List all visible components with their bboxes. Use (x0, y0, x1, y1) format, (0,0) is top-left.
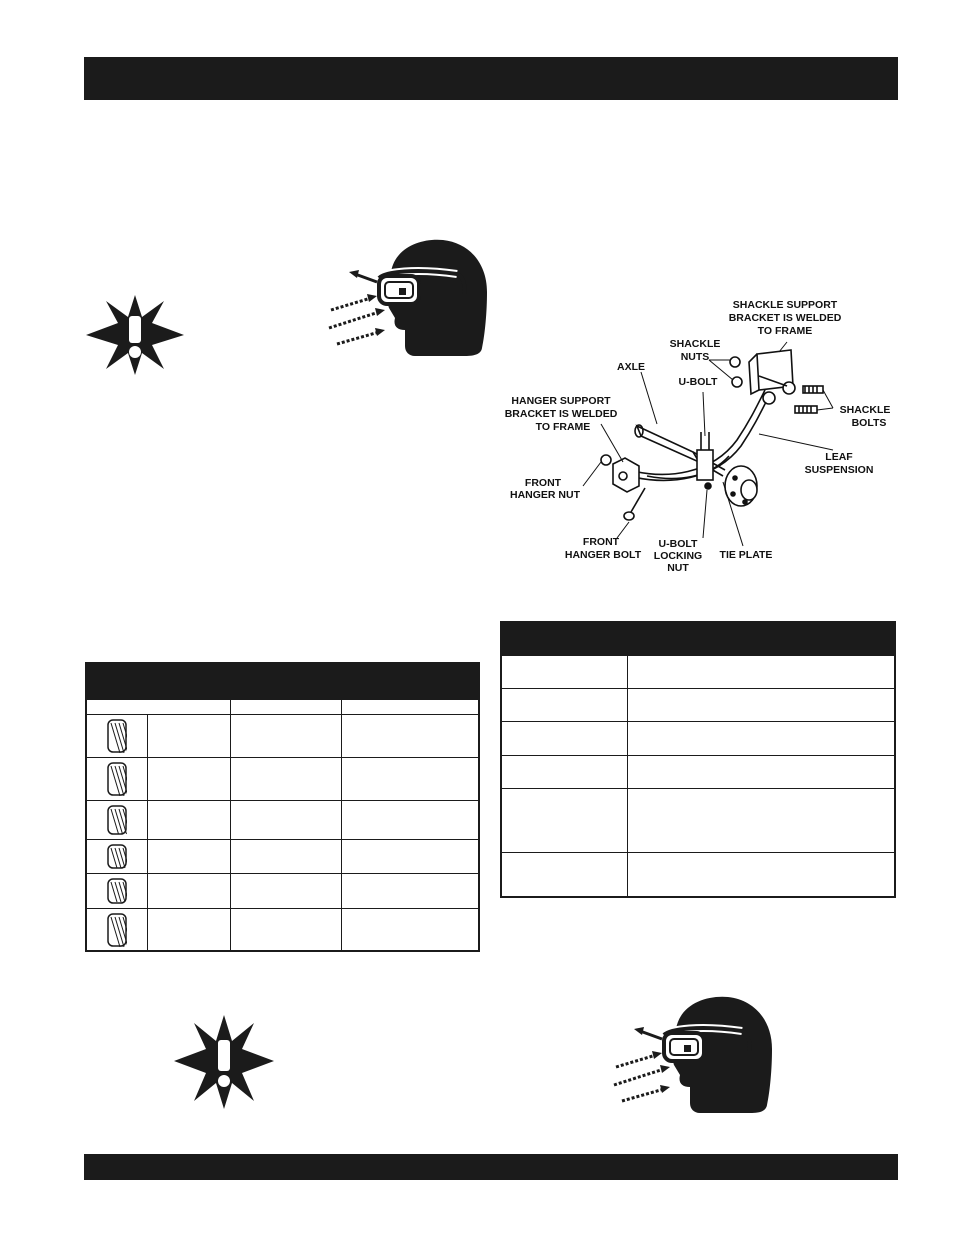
label-front-hanger-bolt-2: HANGER BOLT (564, 549, 642, 561)
tire-table-cell (230, 715, 341, 757)
tire-table-cell (147, 874, 230, 908)
suspension-table-title (502, 623, 894, 656)
tire-table-title (87, 664, 478, 700)
tread-pattern-2-icon (107, 762, 127, 796)
suspension-table-row (502, 756, 894, 789)
label-shackle-bolts-1: SHACKLE (839, 404, 891, 416)
label-shackle-nuts-1: SHACKLE (669, 338, 721, 350)
label-u-bolt: U-BOLT (678, 376, 718, 388)
label-front-hanger-nut-1: FRONT (524, 477, 562, 489)
label-tie-plate: TIE PLATE (719, 549, 773, 561)
tire-table-header-row (87, 700, 478, 715)
label-shackle-support-2: BRACKET IS WELDED (728, 312, 842, 324)
label-shackle-support-3: TO FRAME (757, 325, 813, 337)
tire-table-row (87, 874, 478, 909)
tire-table-cell (147, 909, 230, 951)
tire-table-cell (341, 874, 478, 908)
tread-pattern-5-icon (107, 878, 127, 904)
tire-table-cell (147, 758, 230, 800)
tire-table-cell (341, 758, 478, 800)
tire-table-col-1 (230, 700, 341, 714)
label-shackle-nuts-2: NUTS (680, 351, 710, 363)
tire-wear-table (85, 662, 480, 952)
suspension-table-row (502, 789, 894, 853)
label-hanger-support-2: BRACKET IS WELDED (504, 408, 618, 420)
label-front-hanger-nut-2: HANGER NUT (510, 489, 580, 501)
tire-table-cell (341, 909, 478, 951)
tire-table-cell (341, 715, 478, 757)
tire-table-cell (230, 840, 341, 873)
warning-burst-icon (172, 1015, 276, 1109)
tire-table-cell (230, 758, 341, 800)
label-hanger-support-3: TO FRAME (535, 421, 591, 433)
safety-goggles-icon (610, 995, 772, 1113)
tread-pattern-1-icon (107, 719, 127, 753)
tread-pattern-6-icon (107, 913, 127, 947)
suspension-table-row (502, 853, 894, 898)
tire-table-cell (147, 715, 230, 757)
label-shackle-bolts-2: BOLTS (851, 417, 887, 429)
label-front-hanger-bolt-1: FRONT (582, 536, 620, 548)
suspension-torque-table (500, 621, 896, 898)
tire-table-row (87, 715, 478, 758)
tread-pattern-3-icon (107, 805, 127, 835)
suspension-table-row (502, 656, 894, 689)
tire-table-row (87, 801, 478, 840)
tire-table-cell (147, 801, 230, 839)
label-leaf-suspension-2: SUSPENSION (804, 464, 874, 476)
tire-table-col-0 (87, 700, 230, 714)
label-u-bolt-locking-nut-3: NUT (667, 562, 689, 574)
leaf-suspension-diagram (497, 290, 897, 580)
tire-table-cell (230, 801, 341, 839)
label-u-bolt-locking-nut-1: U-BOLT (658, 538, 698, 550)
tire-table-cell (230, 909, 341, 951)
label-u-bolt-locking-nut-2: LOCKING (653, 550, 703, 562)
tire-table-cell (341, 840, 478, 873)
label-shackle-support-1: SHACKLE SUPPORT (732, 299, 838, 311)
label-hanger-support-1: HANGER SUPPORT (511, 395, 611, 407)
tire-table-row (87, 909, 478, 951)
tire-table-row (87, 758, 478, 801)
tire-table-cell (230, 874, 341, 908)
suspension-table-row (502, 689, 894, 722)
tread-pattern-4-icon (107, 844, 127, 869)
tire-table-row (87, 840, 478, 874)
header-bar (84, 57, 898, 100)
label-axle: AXLE (616, 361, 646, 373)
tire-table-col-2 (341, 700, 478, 714)
label-leaf-suspension-1: LEAF (825, 451, 853, 463)
tire-table-cell (341, 801, 478, 839)
tire-table-cell (147, 840, 230, 873)
warning-burst-icon (84, 295, 186, 375)
footer-bar (84, 1154, 898, 1180)
suspension-table-row (502, 722, 894, 756)
safety-goggles-icon (325, 238, 487, 356)
